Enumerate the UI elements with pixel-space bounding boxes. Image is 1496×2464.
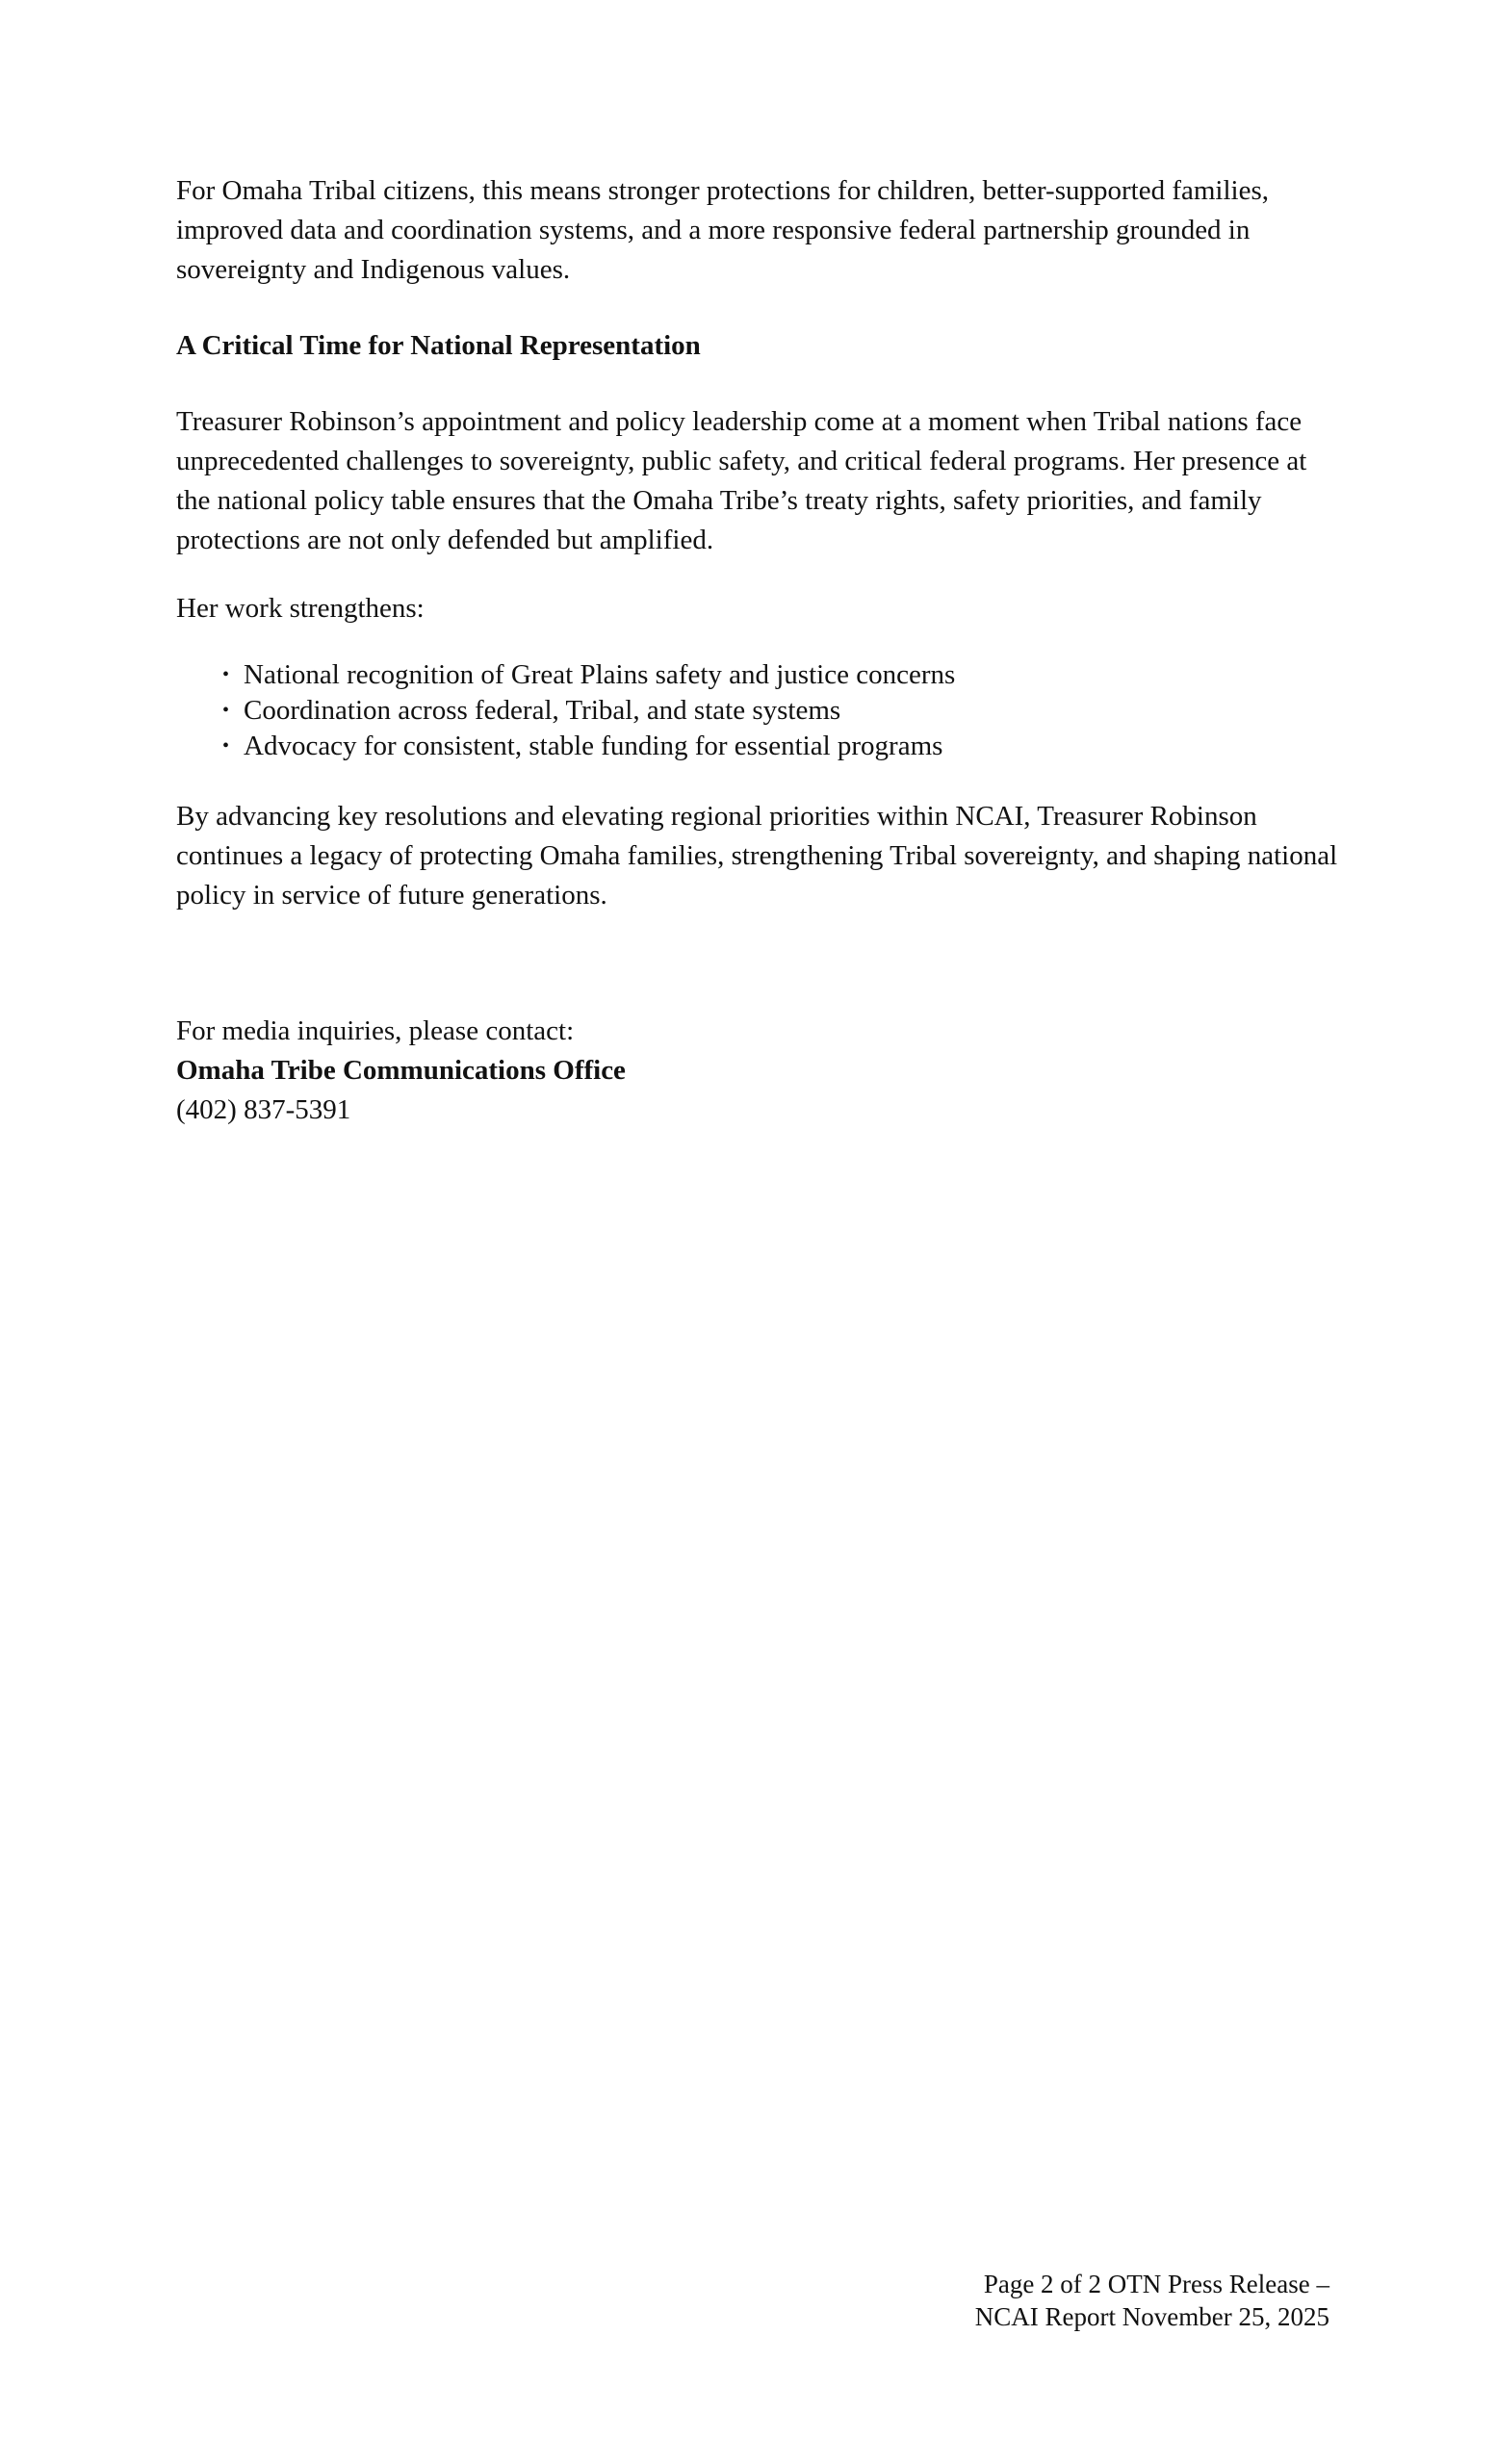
list-item [222, 729, 1341, 764]
bullet-icon: • [222, 664, 230, 685]
contact-intro: For media inquiries, please contact: [176, 1015, 575, 1046]
paragraph-citizens-impact: For Omaha Tribal citizens, this means stronger protections for children, better-supported families, improved data and coordination systems, and a more responsive federal partnership grounded in sovereignty and Indigenous values. [176, 175, 1269, 285]
footer-line-1: Page 2 of 2 OTN Press Release – [983, 2270, 1329, 2298]
bullet-list [176, 657, 1341, 764]
paragraph-appointment: Treasurer Robinson’s appointment and policy leadership come at a moment when Tribal nations face unprecedented challenges to sovereignty, public safety, and critical federal programs. Her presence at the national policy table ensures that the Omaha Tribe’s treaty rights, safety priorities, and family protections are not only defended but amplified. [176, 406, 1307, 555]
bullet-icon: • [222, 700, 230, 721]
list-item-text: Advocacy for consistent, stable funding for essential programs [244, 731, 943, 761]
contact-organization: Omaha Tribe Communications Office [176, 1055, 626, 1086]
paragraph-legacy: By advancing key resolutions and elevating regional priorities within NCAI, Treasurer Robinson continues a legacy of protecting Omaha families, strengthening Tribal sovereignty, and shaping national policy in service of future generations. [176, 801, 1338, 911]
contact-block [176, 1012, 1341, 1130]
paragraph-work-intro: Her work strengthens: [176, 593, 425, 624]
bullet-icon: • [222, 735, 230, 757]
contact-phone: (402) 837-5391 [176, 1094, 351, 1125]
page-footer [975, 2268, 1329, 2333]
list-item [222, 657, 1341, 693]
footer-line-2: NCAI Report November 25, 2025 [974, 2302, 1329, 2331]
list-item-text: National recognition of Great Plains safety and justice concerns [244, 659, 956, 690]
list-item [222, 693, 1341, 729]
section-heading: A Critical Time for National Representation [176, 330, 701, 361]
list-item-text: Coordination across federal, Tribal, and state systems [244, 695, 841, 726]
document-body [176, 171, 1341, 1130]
